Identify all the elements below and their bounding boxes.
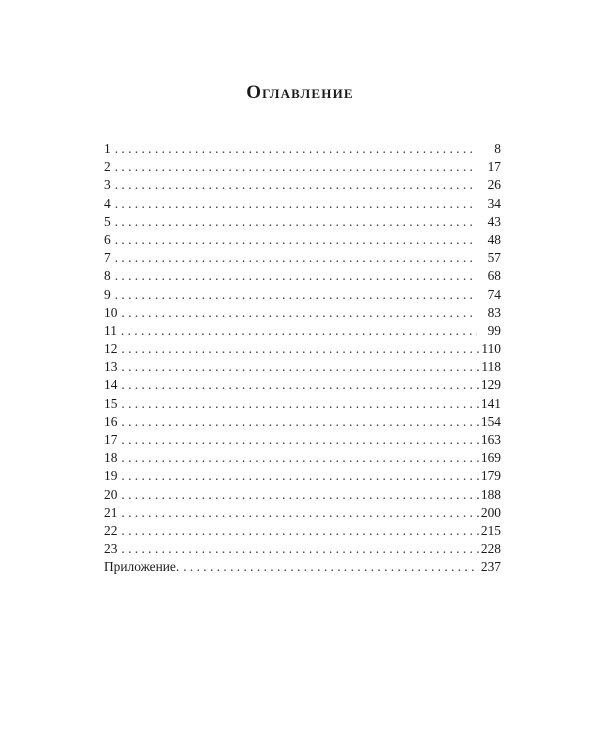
toc-entry-page-number: 26 — [487, 177, 501, 193]
toc-dot-leader — [121, 340, 479, 358]
toc-entry-page-number: 83 — [487, 304, 501, 320]
toc-dot-leader — [121, 322, 477, 340]
toc-entry-label: Приложение. — [104, 559, 180, 575]
toc-entry-page-number: 188 — [480, 486, 501, 502]
toc-entry-label: 16 — [104, 413, 118, 429]
toc-entry-label: 22 — [104, 522, 118, 538]
toc-entry-label: 1 — [104, 141, 111, 156]
toc-entry-label: 10 — [104, 304, 118, 320]
toc-dot-leader — [121, 376, 479, 394]
toc-dot-leader — [115, 249, 477, 267]
toc-entry — [104, 249, 501, 267]
toc-entry — [104, 304, 501, 322]
toc-entry — [104, 340, 501, 358]
toc-entry-label: 2 — [104, 159, 111, 175]
toc-dot-leader — [115, 231, 477, 249]
toc-entry-page-number: 110 — [481, 341, 501, 357]
toc-entry — [104, 395, 501, 413]
toc-entry — [104, 213, 501, 231]
toc-dot-leader — [121, 540, 479, 558]
toc-entry-page-number: 68 — [487, 268, 501, 284]
toc-entry-page-number: 17 — [487, 159, 501, 175]
toc-entry-page-number: 43 — [487, 213, 501, 229]
toc-entry-page-number: 237 — [480, 559, 501, 575]
toc-entry-label: 17 — [104, 432, 118, 447]
toc-dot-leader — [115, 267, 477, 285]
toc-dot-leader — [121, 467, 479, 485]
toc-entry — [104, 558, 501, 576]
toc-dot-leader — [121, 358, 479, 376]
toc-entry-label: 13 — [104, 359, 118, 375]
toc-entry-page-number: 118 — [481, 359, 501, 375]
toc-entry-label: 19 — [104, 468, 118, 484]
toc-dot-leader — [121, 431, 479, 449]
toc-entry — [104, 286, 501, 304]
toc-entry-label: 7 — [104, 250, 111, 266]
toc-entry-page-number: 141 — [480, 395, 501, 411]
toc-entry-label: 12 — [104, 341, 118, 357]
toc-entry-page-number: 129 — [480, 377, 501, 393]
toc-dot-leader — [183, 558, 479, 576]
toc-entry-page-number: 200 — [480, 504, 501, 520]
toc-dot-leader — [115, 213, 477, 231]
toc-entry-page-number: 179 — [480, 468, 501, 484]
toc-dot-leader — [121, 504, 479, 522]
toc-entry-page-number: 48 — [487, 231, 501, 247]
toc-entry — [104, 176, 501, 194]
toc-entry-label: 20 — [104, 486, 118, 502]
toc-dot-leader — [115, 158, 477, 176]
toc-entry-label: 21 — [104, 504, 118, 520]
toc-entry-label: 18 — [104, 450, 118, 466]
toc-entry-page-number: 74 — [487, 286, 501, 302]
toc-entry-label: 9 — [104, 286, 111, 302]
toc-entry-label: 14 — [104, 377, 118, 393]
toc-entry-label: 5 — [104, 213, 111, 229]
toc-entry-page-number: 169 — [480, 450, 501, 466]
toc-dot-leader — [121, 304, 477, 322]
toc-entry — [104, 449, 501, 467]
toc-entry-label: 3 — [104, 177, 111, 193]
toc-dot-leader — [121, 413, 479, 431]
toc-entry-label: 6 — [104, 231, 111, 247]
toc-entry-page-number: 154 — [480, 413, 501, 429]
toc-entry — [104, 140, 501, 158]
toc-entry — [104, 486, 501, 504]
toc-entry-page-number: 228 — [480, 541, 501, 557]
toc-entry — [104, 267, 501, 285]
toc-dot-leader — [121, 522, 479, 540]
toc-entry-label: 15 — [104, 395, 118, 411]
toc-entry — [104, 322, 501, 340]
toc-entry — [104, 504, 501, 522]
toc-dot-leader — [115, 195, 477, 213]
toc-dot-leader — [115, 140, 477, 158]
toc-entry-page-number: 34 — [487, 195, 501, 211]
toc-entry-page-number: 163 — [480, 432, 501, 447]
toc-entry — [104, 158, 501, 176]
table-of-contents — [104, 140, 501, 577]
toc-entry-label: 23 — [104, 541, 118, 557]
toc-dot-leader — [121, 449, 479, 467]
toc-entry — [104, 195, 501, 213]
toc-entry-label: 4 — [104, 195, 111, 211]
toc-dot-leader — [121, 486, 479, 504]
toc-entry-page-number: 215 — [480, 522, 501, 538]
toc-entry — [104, 467, 501, 485]
toc-entry — [104, 431, 501, 449]
toc-dot-leader — [115, 286, 477, 304]
toc-entry-page-number: 57 — [487, 250, 501, 266]
toc-entry-page-number: 99 — [487, 322, 501, 338]
toc-dot-leader — [115, 176, 477, 194]
toc-entry-page-number: 8 — [494, 141, 501, 156]
toc-entry — [104, 376, 501, 394]
toc-entry — [104, 540, 501, 558]
toc-entry — [104, 522, 501, 540]
toc-entry — [104, 231, 501, 249]
toc-dot-leader — [121, 395, 479, 413]
page-title: Оглавление — [246, 82, 354, 103]
toc-entry — [104, 358, 501, 376]
toc-entry — [104, 413, 501, 431]
toc-entry-label: 11 — [104, 322, 117, 338]
toc-entry-label: 8 — [104, 268, 111, 284]
